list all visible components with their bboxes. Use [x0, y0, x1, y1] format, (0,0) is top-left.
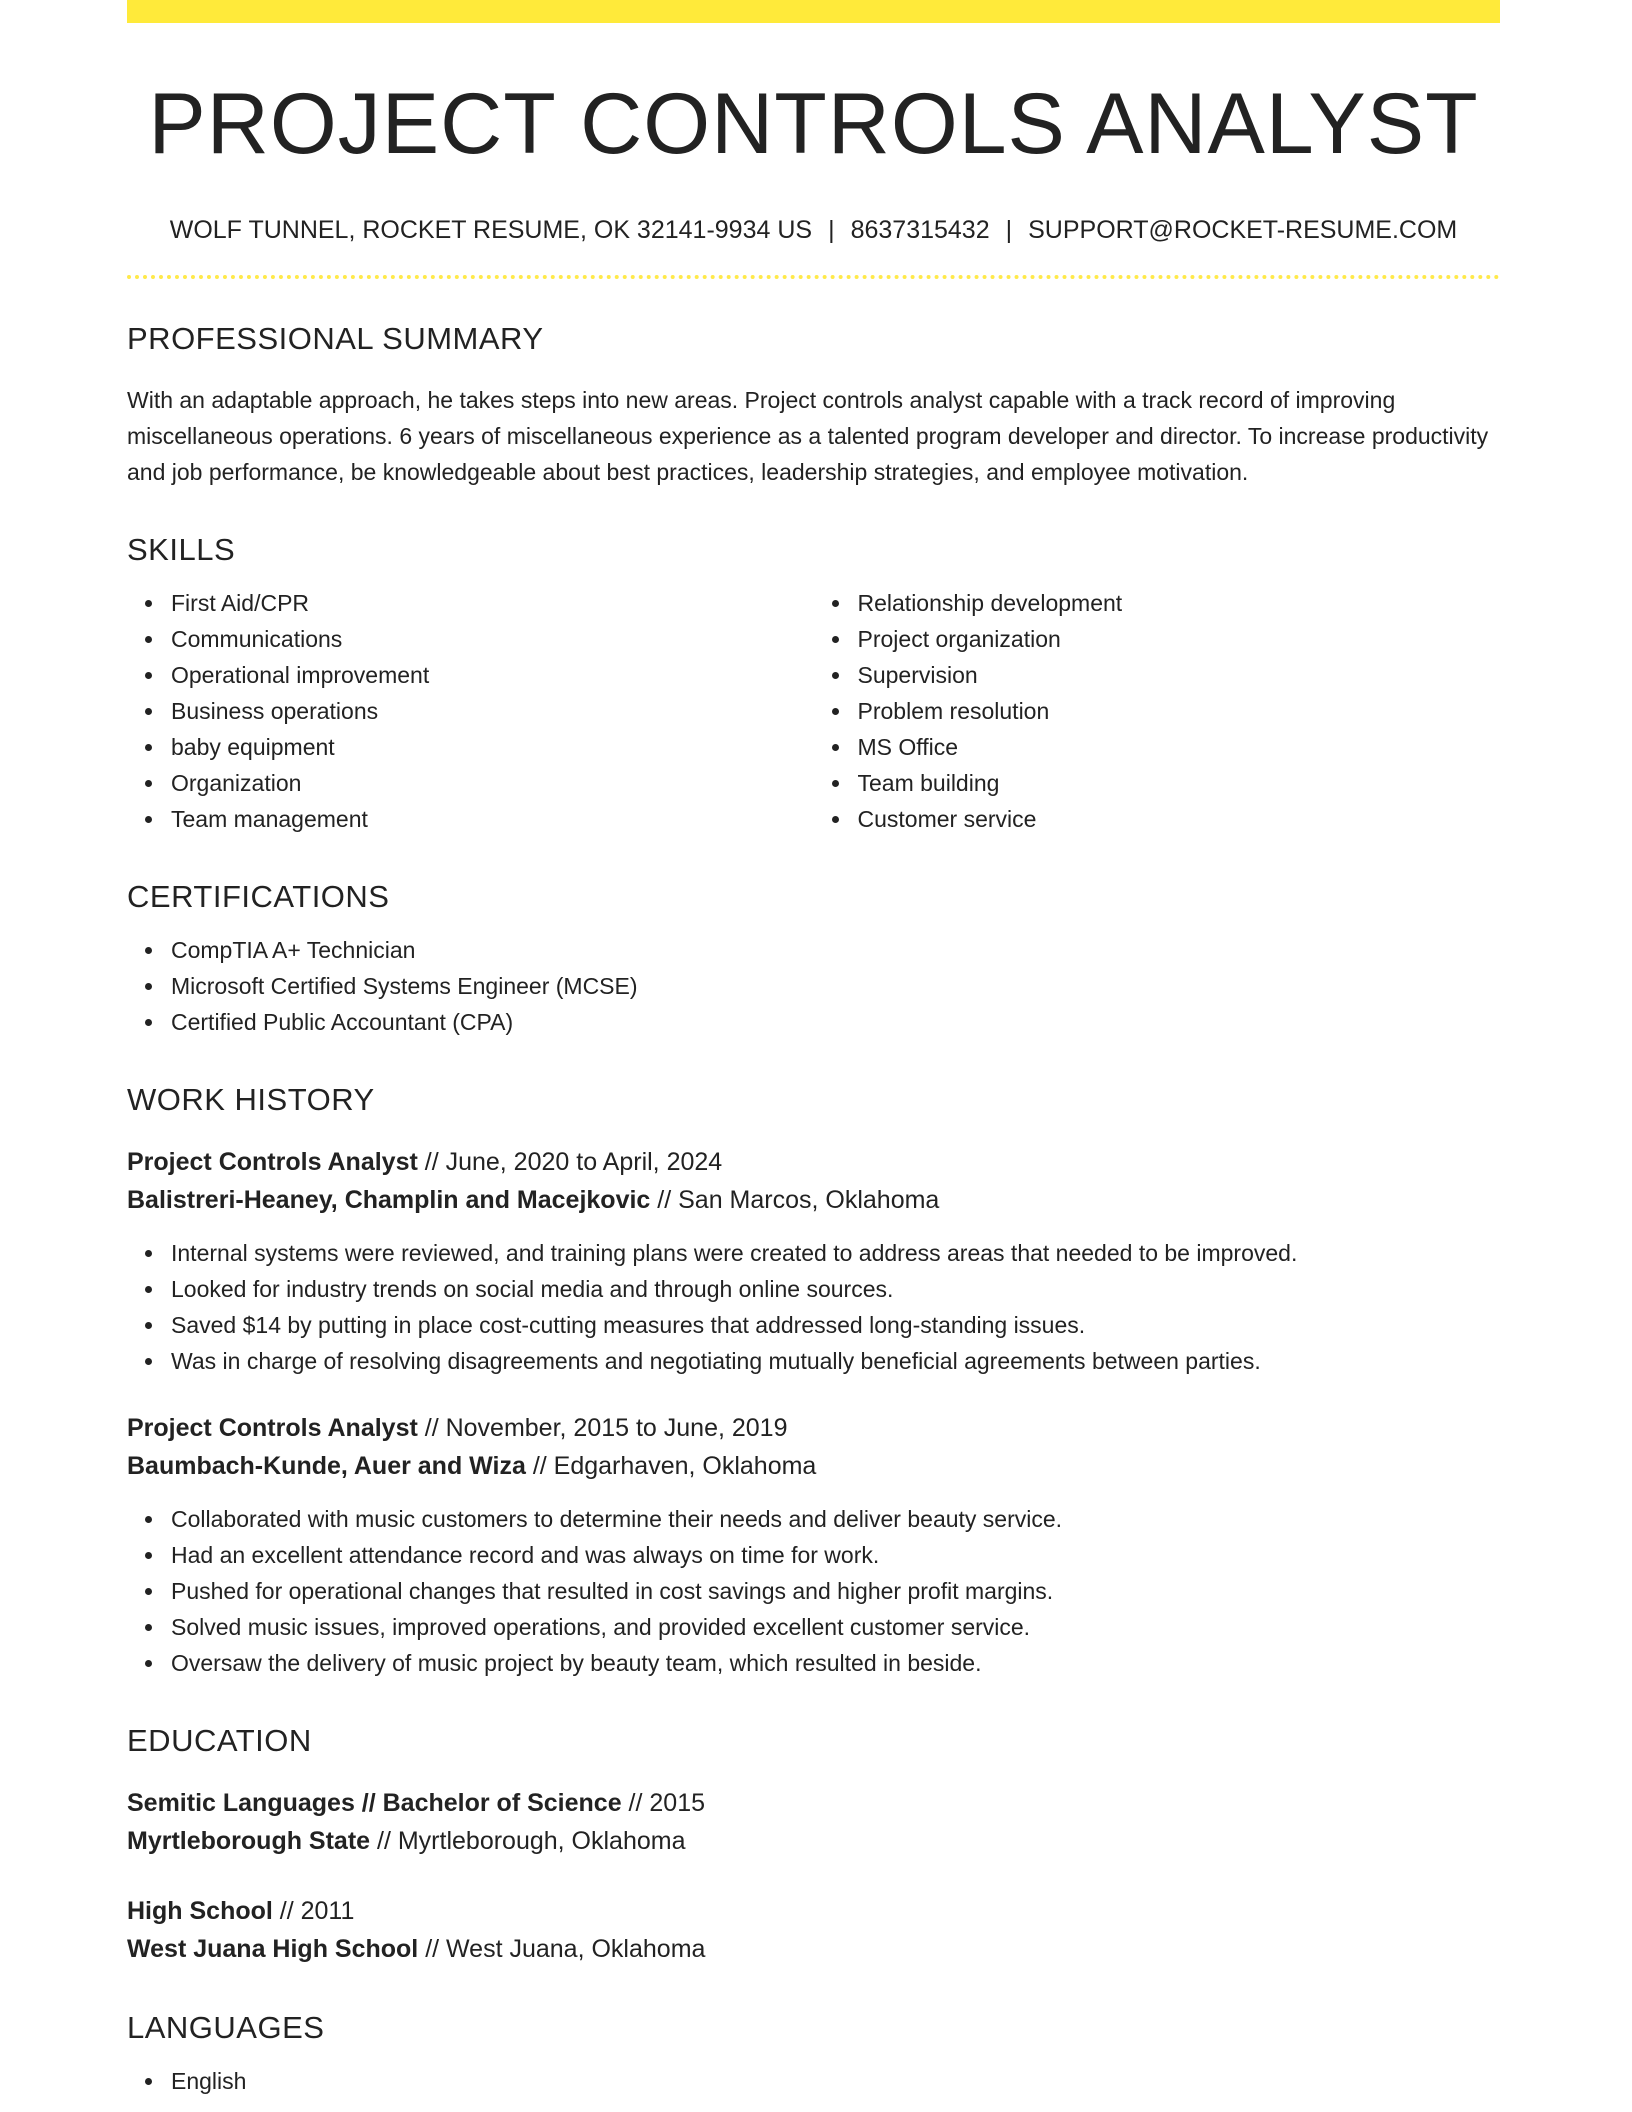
job-bullet: Internal systems were reviewed, and training plans were created to address areas that needed to be improved.: [171, 1235, 1500, 1271]
certification-item: Microsoft Certified Systems Engineer (MCSE): [171, 968, 1500, 1004]
job-bullet: Oversaw the delivery of music project by beauty team, which resulted in beside.: [171, 1645, 1500, 1681]
skill-item: Customer service: [858, 801, 1501, 837]
job-bullet: Looked for industry trends on social media and through online sources.: [171, 1271, 1500, 1307]
skill-item: Team building: [858, 765, 1501, 801]
skill-item: Team management: [171, 801, 814, 837]
work-history-heading: WORK HISTORY: [127, 1082, 375, 1117]
skill-item: Relationship development: [858, 585, 1501, 621]
contact-email[interactable]: SUPPORT@ROCKET-RESUME.COM: [1028, 216, 1458, 244]
job-bullet: Saved $14 by putting in place cost-cutting measures that addressed long-standing issues.: [171, 1307, 1500, 1343]
education-school-line: [127, 1930, 1500, 1968]
certification-item: Certified Public Accountant (CPA): [171, 1004, 1500, 1040]
resume-page: [127, 0, 1500, 2099]
job-entry: [127, 1409, 1500, 1681]
education-entry: [127, 1784, 1500, 1860]
job-company: Baumbach-Kunde, Auer and Wiza: [127, 1452, 526, 1480]
education-school-line: [127, 1822, 1500, 1860]
languages-section: [127, 2012, 1500, 2099]
education-location: // Myrtleborough, Oklahoma: [370, 1827, 686, 1855]
education-heading: EDUCATION: [127, 1723, 312, 1758]
job-dates: // June, 2020 to April, 2024: [417, 1148, 723, 1176]
summary-text: With an adaptable approach, he takes steps into new areas. Project controls analyst capable with a track record of improving miscellaneous operations. 6 years of miscellaneous experience as a talented program developer and director. To increase productivity and job performance, be knowledgeable about best practices, leadership strategies, and employee motivation.: [127, 387, 1489, 485]
certifications-list: [127, 932, 1500, 1040]
job-company-line: [127, 1447, 1500, 1485]
certification-item: CompTIA A+ Technician: [171, 932, 1500, 968]
skills-list-right: [814, 585, 1501, 837]
job-bullet: Pushed for operational changes that resulted in cost savings and higher profit margins.: [171, 1573, 1500, 1609]
skill-item: Organization: [171, 765, 814, 801]
job-bullet: Collaborated with music customers to determine their needs and deliver beauty service.: [171, 1501, 1500, 1537]
education-header: [127, 1892, 1500, 1968]
job-bullets: [127, 1235, 1500, 1379]
skill-item: baby equipment: [171, 729, 814, 765]
education-section: [127, 1725, 1500, 1968]
education-header: [127, 1784, 1500, 1860]
skill-item: Problem resolution: [858, 693, 1501, 729]
job-role-line: [127, 1409, 1500, 1447]
work-history-section: [127, 1084, 1500, 1681]
education-degree: Semitic Languages // Bachelor of Science: [127, 1789, 622, 1817]
education-entry: [127, 1892, 1500, 1968]
skill-item: First Aid/CPR: [171, 585, 814, 621]
job-company: Balistreri-Heaney, Champlin and Macejkovic: [127, 1186, 651, 1214]
contact-separator: |: [1005, 216, 1013, 244]
skills-columns: [127, 565, 1500, 837]
job-location: // San Marcos, Oklahoma: [650, 1186, 940, 1214]
contact-phone[interactable]: 8637315432: [850, 216, 990, 244]
skills-section: [127, 534, 1500, 837]
education-degree-line: [127, 1784, 1500, 1822]
skill-item: Business operations: [171, 693, 814, 729]
summary-heading: PROFESSIONAL SUMMARY: [127, 321, 544, 356]
summary-section: [127, 323, 1500, 490]
education-degree: High School: [127, 1897, 273, 1925]
education-degree-line: [127, 1892, 1500, 1930]
skill-item: Supervision: [858, 657, 1501, 693]
education-year: // 2011: [272, 1897, 355, 1925]
job-bullet: Solved music issues, improved operations, and provided excellent customer service.: [171, 1609, 1500, 1645]
resume-title: PROJECT CONTROLS ANALYST: [148, 76, 1479, 172]
contact-address: WOLF TUNNEL, ROCKET RESUME, OK 32141-9934 US: [169, 216, 813, 244]
job-role-line: [127, 1143, 1500, 1181]
job-dates: // November, 2015 to June, 2019: [417, 1414, 788, 1442]
skill-item: Communications: [171, 621, 814, 657]
job-role: Project Controls Analyst: [127, 1414, 418, 1442]
job-bullet: Had an excellent attendance record and was always on time for work.: [171, 1537, 1500, 1573]
job-bullets: [127, 1501, 1500, 1681]
education-school: Myrtleborough State: [127, 1827, 371, 1855]
job-header: [127, 1409, 1500, 1485]
skill-item: MS Office: [858, 729, 1501, 765]
skills-heading: SKILLS: [127, 532, 236, 567]
job-entry: [127, 1143, 1500, 1379]
job-bullet: Was in charge of resolving disagreements and negotiating mutually beneficial agreements between parties.: [171, 1343, 1500, 1379]
contact-separator: |: [828, 216, 835, 244]
job-location: // Edgarhaven, Oklahoma: [525, 1452, 817, 1480]
job-company-line: [127, 1181, 1500, 1219]
job-header: [127, 1143, 1500, 1219]
languages-heading: LANGUAGES: [127, 2010, 325, 2045]
contact-line: [127, 215, 1500, 245]
education-location: // West Juana, Oklahoma: [418, 1935, 706, 1963]
certifications-section: [127, 881, 1500, 1040]
education-year: // 2015: [621, 1789, 706, 1817]
accent-top-bar: [127, 0, 1500, 23]
skills-list-left: [127, 585, 814, 837]
dotted-divider: [127, 275, 1500, 279]
languages-list: [127, 2063, 1500, 2099]
skill-item: Project organization: [858, 621, 1501, 657]
language-item: English: [171, 2063, 1500, 2099]
job-role: Project Controls Analyst: [127, 1148, 418, 1176]
education-school: West Juana High School: [127, 1935, 419, 1963]
skill-item: Operational improvement: [171, 657, 814, 693]
certifications-heading: CERTIFICATIONS: [127, 879, 390, 914]
